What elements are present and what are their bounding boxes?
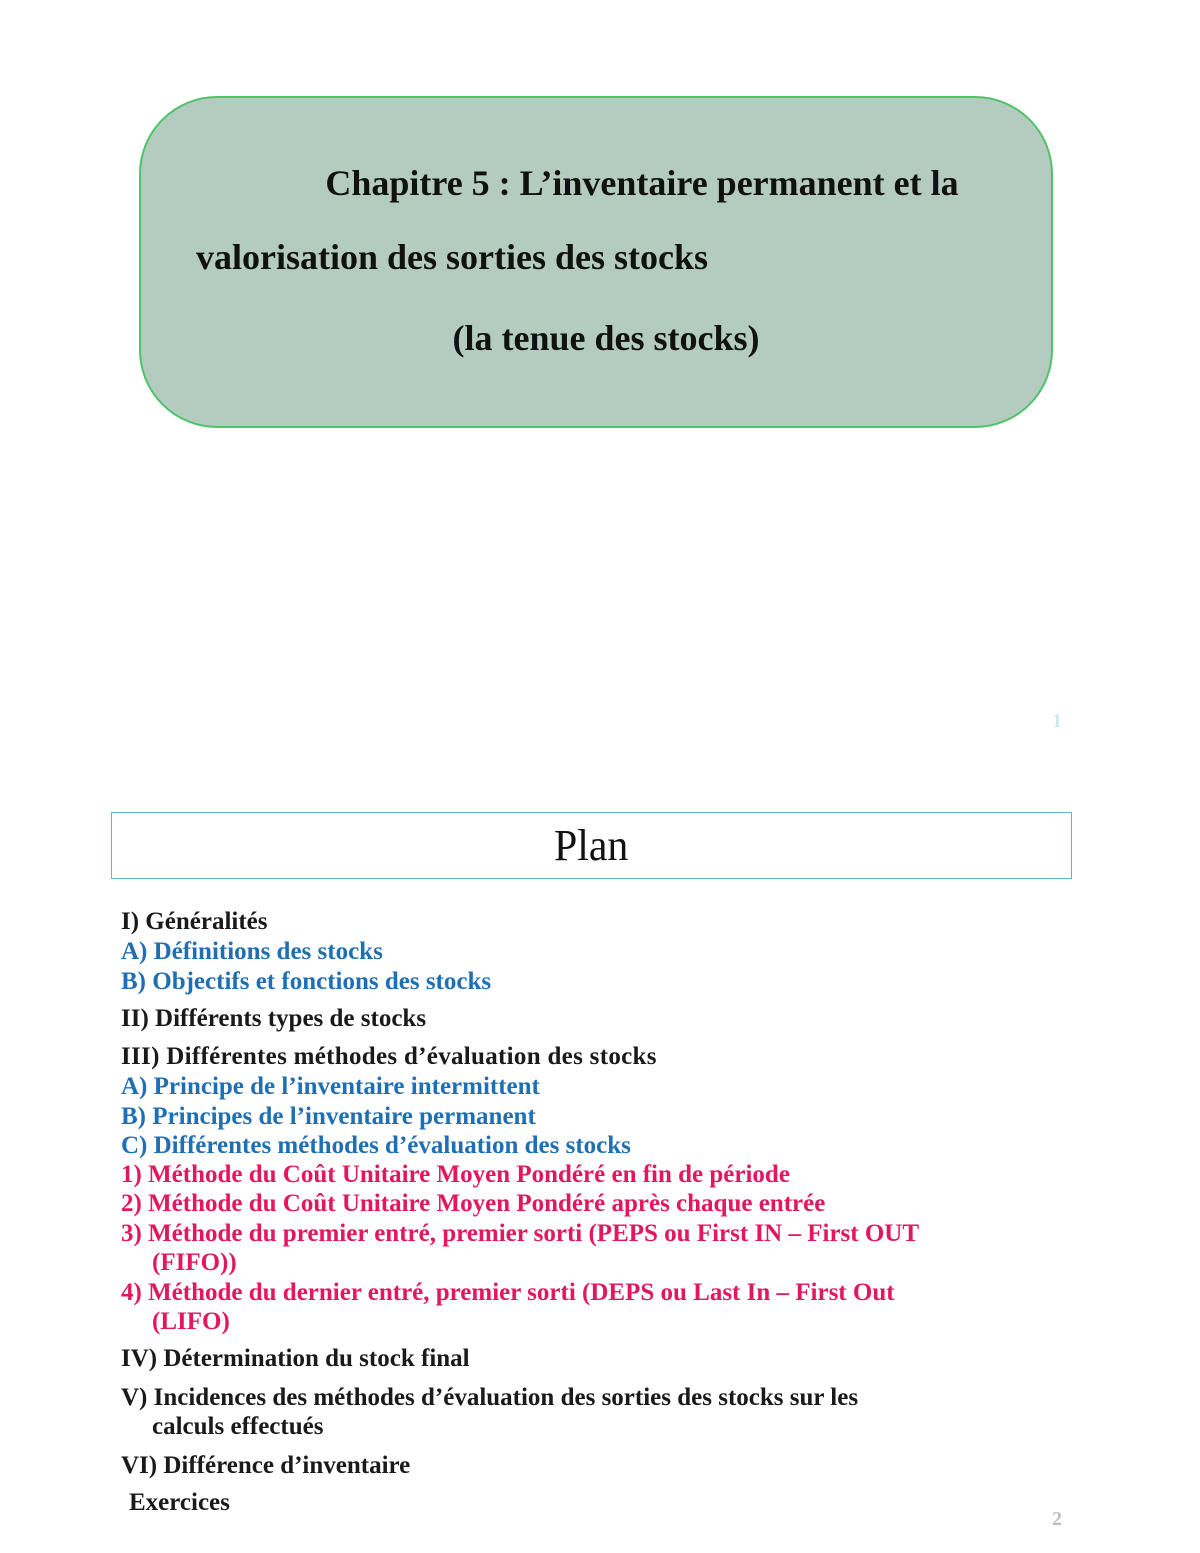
- toc-item: B) Principes de l’inventaire permanent: [121, 1103, 536, 1130]
- toc-item: I) Généralités: [121, 908, 268, 935]
- toc-item: 3) Méthode du premier entré, premier sorti (PEPS ou First IN – First OUT: [121, 1220, 920, 1247]
- slide-1: [0, 0, 1200, 776]
- plan-title: Plan: [554, 821, 629, 870]
- page-number: 2: [1052, 1508, 1062, 1530]
- toc-item: C) Différentes méthodes d’évaluation des stocks: [121, 1132, 631, 1159]
- toc-item-continuation: (LIFO): [152, 1308, 230, 1335]
- chapter-title-line-1: Chapitre 5 : L’inventaire permanent et la: [325, 163, 959, 203]
- toc-item: A) Principe de l’inventaire intermittent: [121, 1073, 540, 1100]
- toc-item: Exercices: [129, 1489, 230, 1516]
- toc-item: 1) Méthode du Coût Unitaire Moyen Pondéré en fin de période: [121, 1161, 790, 1188]
- toc-item-continuation: (FIFO)): [152, 1249, 237, 1276]
- toc-item: IV) Détermination du stock final: [121, 1345, 470, 1372]
- chapter-title-box: [139, 96, 1053, 428]
- toc-item: 4) Méthode du dernier entré, premier sorti (DEPS ou Last In – First Out: [121, 1279, 895, 1306]
- toc-item: VI) Différence d’inventaire: [121, 1452, 411, 1479]
- slide-2: [0, 776, 1200, 1553]
- toc-item: B) Objectifs et fonctions des stocks: [121, 968, 492, 995]
- toc-item: 2) Méthode du Coût Unitaire Moyen Pondéré après chaque entrée: [121, 1190, 826, 1217]
- toc-item: V) Incidences des méthodes d’évaluation des sorties des stocks sur les: [121, 1384, 859, 1411]
- toc-item: A) Définitions des stocks: [121, 938, 383, 965]
- chapter-title-line-2: valorisation des sorties des stocks: [196, 237, 708, 277]
- toc-item: II) Différents types de stocks: [121, 1005, 427, 1032]
- chapter-subtitle: (la tenue des stocks): [452, 318, 760, 358]
- page-number: 1: [1052, 710, 1062, 732]
- plan-title-box: [111, 812, 1072, 879]
- toc-item: III) Différentes méthodes d’évaluation des stocks: [121, 1043, 657, 1070]
- toc-item-continuation: calculs effectués: [152, 1413, 324, 1440]
